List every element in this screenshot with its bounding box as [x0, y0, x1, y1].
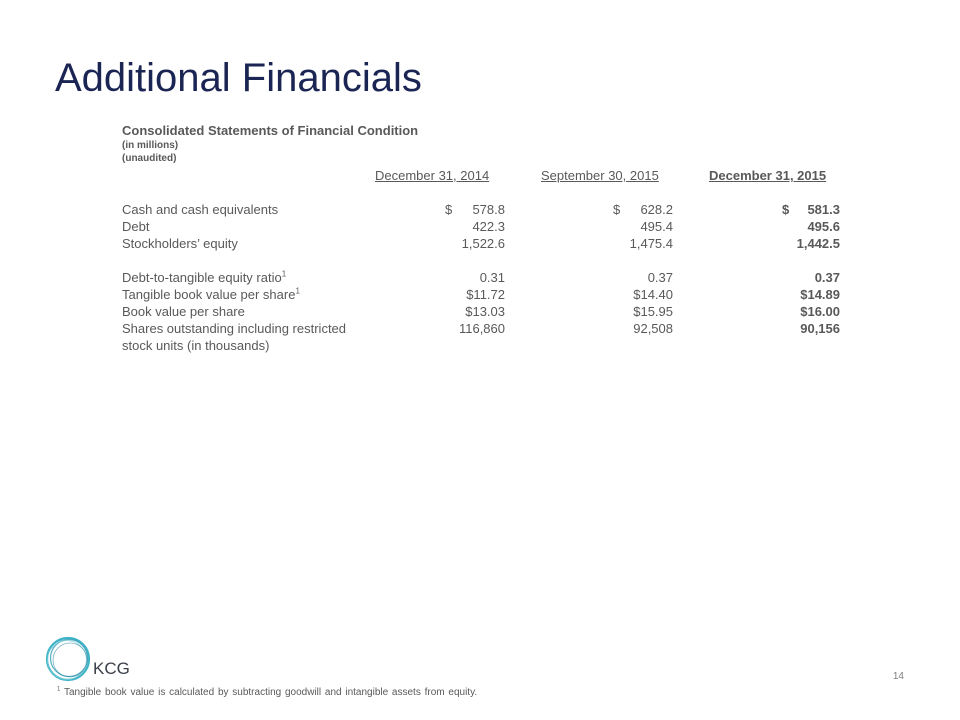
cell-value: 1,442.5 — [796, 236, 840, 251]
cell-value: $14.40 — [633, 287, 673, 302]
cell-value: 116,860 — [458, 321, 505, 336]
currency-symbol: $ — [782, 202, 790, 217]
cell-value: 1,475.4 — [629, 236, 673, 251]
row-label: Cash and cash equivalents — [122, 202, 279, 217]
kcg-logo-icon — [44, 635, 94, 685]
row-label: Debt — [122, 219, 150, 234]
footnote — [57, 687, 477, 698]
table-row-tangible-book-value — [0, 286, 960, 303]
table-row-book-value — [0, 303, 960, 320]
row-label: Stockholders’ equity — [122, 236, 238, 251]
cell-value: 581.3 — [807, 202, 840, 217]
cell-value: 92,508 — [633, 321, 673, 336]
table-row-debt — [0, 218, 960, 235]
column-header-dec-2015: December 31, 2015 — [709, 168, 827, 183]
cell-value: $13.03 — [465, 304, 505, 319]
statement-audit-status: (unaudited) — [122, 153, 177, 164]
row-label: Tangible book value per share$^1$ — [122, 286, 300, 302]
cell-value: 628.2 — [640, 202, 673, 217]
row-label: Shares outstanding including restricted stock units (in thousands) — [122, 321, 347, 353]
cell-value: 90,156 — [800, 321, 840, 336]
column-header-sep-2015: September 30, 2015 — [541, 168, 659, 183]
cell-value: $16.00 — [800, 304, 840, 319]
table-row-shares-outstanding — [0, 320, 960, 353]
cell-value: $11.72 — [466, 287, 505, 302]
statement-title: Consolidated Statements of Financial Condition — [122, 123, 419, 138]
footnote-ref: 1 — [295, 286, 300, 296]
currency-symbol: $ — [445, 202, 453, 217]
cell-value: 422.3 — [472, 219, 505, 234]
table-row-cash — [0, 201, 960, 218]
table-row-debt-ratio — [0, 269, 960, 286]
statement-units: (in millions) — [122, 140, 179, 151]
footnote-text: Tangible book value is calculated by subtracting goodwill and intangible assets from equity. — [63, 687, 478, 698]
cell-value: $15.95 — [633, 304, 673, 319]
table-row-equity — [0, 235, 960, 252]
cell-value: 0.37 — [647, 270, 673, 285]
logo-text: KCG — [93, 659, 130, 678]
row-label: Debt-to-tangible equity ratio$^1$ — [122, 269, 287, 285]
row-label: Book value per share — [122, 304, 245, 319]
slide-title: Additional Financials — [55, 56, 422, 100]
cell-value: 578.8 — [472, 202, 505, 217]
cell-value: 1,522.6 — [461, 236, 505, 251]
currency-symbol: $ — [613, 202, 621, 217]
column-header-dec-2014: December 31, 2014 — [375, 168, 490, 183]
page-number: 14 — [892, 671, 904, 682]
cell-value: 0.31 — [479, 270, 505, 285]
cell-value: $14.89 — [800, 287, 840, 302]
footnote-marker: 1 — [57, 686, 61, 693]
cell-value: 495.6 — [807, 219, 840, 234]
footnote-ref: 1 — [281, 269, 287, 279]
cell-value: 495.4 — [640, 219, 673, 234]
statement-header — [122, 122, 418, 165]
cell-value: 0.37 — [814, 270, 840, 285]
